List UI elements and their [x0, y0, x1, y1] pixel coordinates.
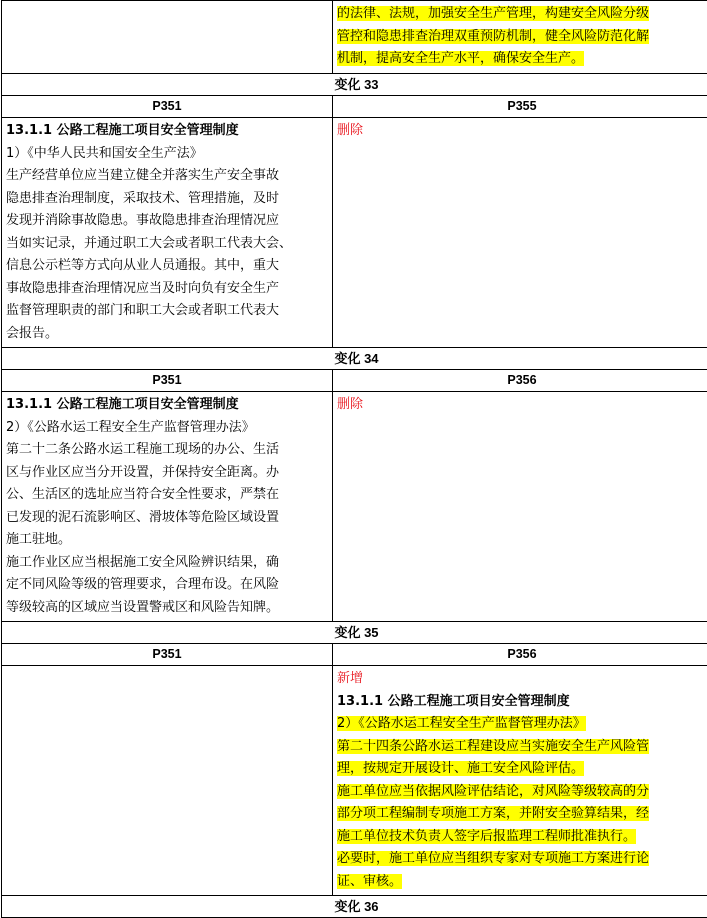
change-content-row — [2, 666, 707, 896]
status-label-deleted: 删除 — [337, 120, 707, 143]
change-title: 变化 33 — [2, 74, 707, 96]
law-subheading: 2）《公路水运工程安全生产监督管理办法》 — [6, 417, 328, 440]
old-text-cell — [2, 392, 333, 622]
status-label-deleted: 删除 — [337, 394, 707, 417]
text-line: 已发现的泥石流影响区、滑坡体等危险区域设置 — [6, 507, 328, 530]
text-line: 理，按规定开展设计、施工安全风险评估。 — [337, 761, 584, 776]
change-title: 变化 34 — [2, 348, 707, 370]
change-content-row — [2, 392, 707, 622]
text-line: 生产经营单位应当建立健全并落实生产安全事故 — [6, 165, 328, 188]
new-text-cell — [333, 392, 707, 622]
continuation-right-cell — [333, 1, 707, 74]
text-line: 必要时，施工单位应当组织专家对专项施工方案进行论 — [337, 851, 649, 866]
text-line: 施工作业区应当根据施工安全风险辨识结果，确 — [6, 552, 328, 575]
section-heading: 13.1.1 公路工程施工项目安全管理制度 — [6, 394, 328, 417]
change-content-row — [2, 118, 707, 348]
text-line: 施工单位技术负责人签字后报监理工程师批准执行。 — [337, 829, 636, 844]
text-line: 部分项工程编制专项施工方案，并附安全验算结果，经 — [337, 806, 649, 821]
left-page-ref: P351 — [2, 370, 333, 392]
right-page-ref: P356 — [333, 644, 707, 666]
section-heading: 13.1.1 公路工程施工项目安全管理制度 — [337, 691, 707, 714]
comparison-document — [1, 0, 706, 918]
continuation-row — [2, 1, 707, 74]
old-text-cell — [2, 666, 333, 896]
comparison-table — [1, 0, 707, 918]
right-page-ref: P355 — [333, 96, 707, 118]
text-line: 隐患排查治理制度，采取技术、管理措施，及时 — [6, 188, 328, 211]
change-title-row — [2, 896, 707, 918]
text-line: 公、生活区的选址应当符合安全性要求，严禁在 — [6, 484, 328, 507]
text-line: 事故隐患排查治理情况应当及时向负有安全生产 — [6, 278, 328, 301]
text-line: 施工单位应当依据风险评估结论，对风险等级较高的分 — [337, 784, 649, 799]
text-line: 等级较高的区域应当设置警戒区和风险告知牌。 — [6, 597, 328, 620]
text-line: 发现并消除事故隐患。事故隐患排查治理情况应 — [6, 210, 328, 233]
continuation-line: 的法律、法规，加强安全生产管理，构建安全风险分级 — [337, 6, 649, 21]
left-page-ref: P351 — [2, 96, 333, 118]
page-header-row — [2, 644, 707, 666]
page-header-row — [2, 370, 707, 392]
text-line: 区与作业区应当分开设置，并保持安全距离。办 — [6, 462, 328, 485]
section-heading: 13.1.1 公路工程施工项目安全管理制度 — [6, 120, 328, 143]
continuation-left-cell — [2, 1, 333, 74]
law-subheading: 1）《中华人民共和国安全生产法》 — [6, 143, 328, 166]
page-header-row — [2, 96, 707, 118]
left-page-ref: P351 — [2, 644, 333, 666]
continuation-line: 管控和隐患排查治理双重预防机制，健全风险防范化解 — [337, 29, 649, 44]
text-line: 当如实记录，并通过职工大会或者职工代表大会、 — [6, 233, 328, 256]
new-text-cell — [333, 118, 707, 348]
text-line: 信息公示栏等方式向从业人员通报。其中，重大 — [6, 255, 328, 278]
continuation-line: 机制，提高安全生产水平，确保安全生产。 — [337, 51, 584, 66]
old-text-cell — [2, 118, 333, 348]
right-page-ref: P356 — [333, 370, 707, 392]
text-line: 第二十二条公路水运工程施工现场的办公、生活 — [6, 439, 328, 462]
text-line: 施工驻地。 — [6, 529, 328, 552]
text-line: 定不同风险等级的管理要求，合理布设。在风险 — [6, 574, 328, 597]
change-title-row — [2, 348, 707, 370]
text-line: 监督管理职责的部门和职工大会或者职工代表大 — [6, 300, 328, 323]
law-subheading: 2）《公路水运工程安全生产监督管理办法》 — [337, 716, 586, 731]
text-line: 第二十四条公路水运工程建设应当实施安全生产风险管 — [337, 739, 649, 754]
change-title: 变化 36 — [2, 896, 707, 918]
change-title-row — [2, 622, 707, 644]
text-line: 会报告。 — [6, 323, 328, 346]
change-title-row — [2, 74, 707, 96]
change-title: 变化 35 — [2, 622, 707, 644]
new-text-cell — [333, 666, 707, 896]
status-label-added: 新增 — [337, 668, 707, 691]
text-line: 证、审核。 — [337, 874, 402, 889]
